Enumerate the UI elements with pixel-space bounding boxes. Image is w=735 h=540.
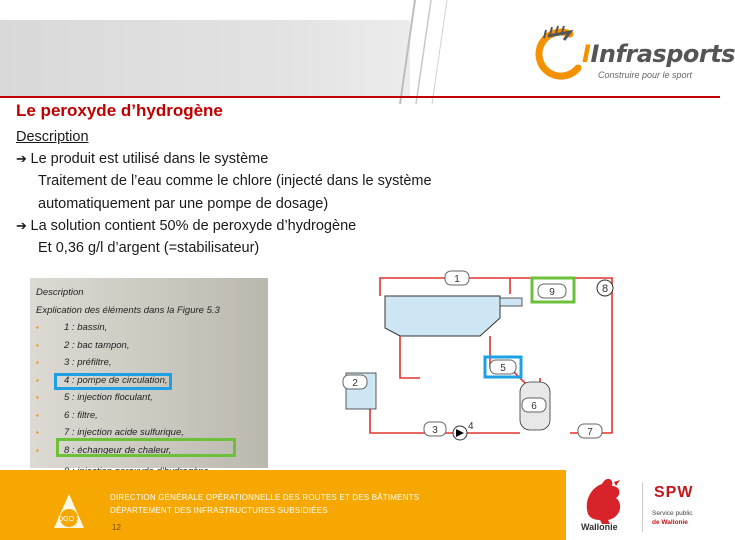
- water-treatment-diagram: [340, 258, 650, 458]
- pool-basin: [385, 296, 500, 336]
- legend-item: ▪ 5 : injection floculant,: [36, 392, 153, 403]
- section-heading: Description: [16, 129, 89, 145]
- wallonie-label: Wallonie: [581, 522, 618, 532]
- body-line-3: automatiquement par une pompe de dosage): [38, 195, 329, 212]
- slide-title: Le peroxyde d’hydrogène: [16, 101, 223, 120]
- body-line-1: ➔ Le produit est utilisé dans le système: [16, 151, 269, 168]
- highlight-peroxyde: [56, 438, 236, 457]
- arrow-right-icon: ➔: [16, 151, 31, 167]
- arrow-right-icon: ➔: [16, 217, 31, 233]
- footer: [0, 470, 720, 540]
- spw-subtitle-1: Service public: [652, 510, 693, 517]
- dgo1-logo-icon: [44, 488, 94, 534]
- logo-brand-text: Infrasports: [590, 40, 735, 68]
- logo-wordmark: IInfrasports: [582, 40, 735, 68]
- legend-heading: Description: [36, 287, 84, 298]
- footer-band: [0, 470, 566, 540]
- body-line-5: Et 0,36 g/l d’argent (=stabilisateur): [38, 240, 260, 257]
- diagram-label: 7: [587, 427, 593, 438]
- legend-item: ▪ 3 : préfiltre,: [36, 357, 112, 368]
- diagram-label: 1: [454, 274, 460, 285]
- diagram-label: 6: [531, 401, 537, 412]
- diagram-label: 4: [468, 421, 474, 432]
- legend-item: ▪ 6 : filtre,: [36, 409, 98, 421]
- header-grey-panel: [0, 20, 410, 96]
- title-divider: [0, 96, 720, 98]
- legend-item: ▪ 2 : bac tampon,: [36, 339, 130, 351]
- diagram-label: 5: [500, 363, 506, 374]
- diagram-label: 9: [549, 287, 555, 298]
- logo-tagline: Construire pour le sport: [598, 70, 693, 80]
- header-band: [0, 0, 735, 104]
- diagram-label: 8: [601, 283, 609, 295]
- body-line-4: ➔ La solution contient 50% de peroxyde d’hydrogène: [16, 217, 357, 234]
- footer-separator: [642, 482, 643, 532]
- header-decorative-lines: [395, 0, 525, 104]
- body-line-2: Traitement de l’eau comme le chlore (injecté dans le système: [38, 173, 432, 190]
- spw-logo: SPW: [654, 484, 694, 501]
- slide-body: [16, 126, 432, 259]
- pool-skimmer: [500, 298, 522, 306]
- legend-item: ▪ 7 : injection acide sulfurique,: [36, 427, 184, 438]
- svg-text:DGO 1: DGO 1: [58, 516, 80, 523]
- highlight-floculant: [54, 373, 172, 390]
- diagram-label: 3: [432, 425, 438, 436]
- suction-pipe: [370, 336, 595, 433]
- diagram-label: 2: [352, 378, 358, 389]
- legend-item: ▪ 1 : bassin,: [36, 322, 108, 333]
- legend-item: ▪ 8 : échangeur de chaleur,: [36, 444, 172, 456]
- spw-subtitle-2: de Wallonie: [652, 519, 688, 526]
- infrasports-logo: [530, 24, 735, 86]
- infrasports-swoosh-icon: [534, 26, 586, 82]
- legend-item: ▪ 4 : pompe de circulation,: [36, 374, 168, 386]
- footer-directorate: DIRECTION GÉNÉRALE OPÉRATIONNELLE DES ROUTES ET DES BÂTIMENTS: [110, 493, 420, 502]
- page-number: 12: [112, 523, 121, 532]
- legend-intro: Explication des éléments dans la Figure 5.3: [36, 304, 220, 316]
- footer-department: DÉPARTEMENT DES INFRASTRUCTURES SUBSIDIÉES: [110, 506, 328, 515]
